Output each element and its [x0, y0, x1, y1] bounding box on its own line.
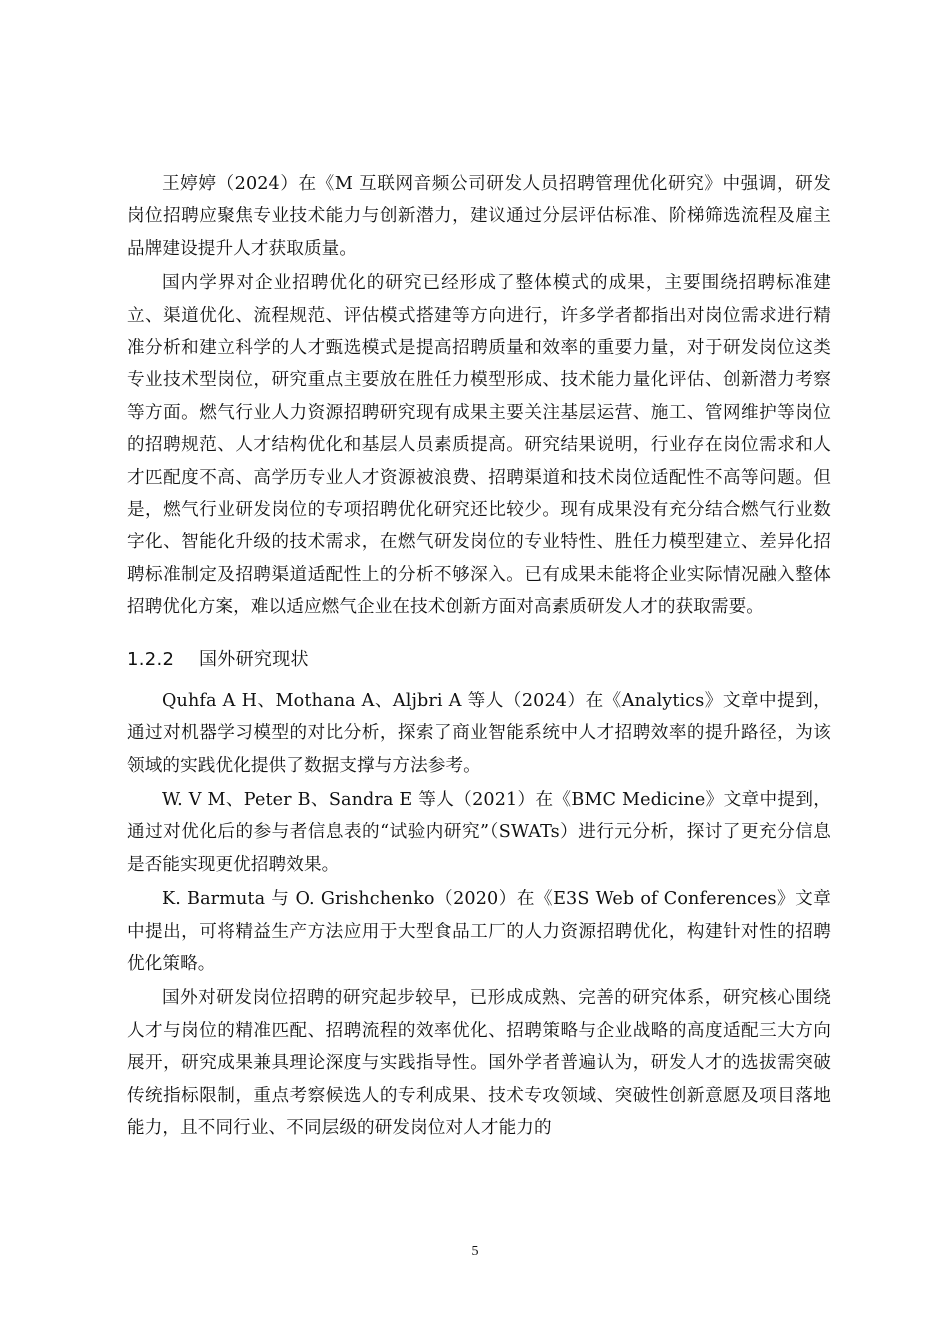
page-number: 5: [471, 1244, 479, 1259]
paragraph-bmc-medicine: W. V M、Peter B、Sandra E 等人（2021）在《BMC Medicine》文章中提到，通过对优化后的参与者信息表的“试验内研究”（SWATs）进行元分析，探讨了更充分信息是否能实现更优招聘效果。: [127, 789, 831, 875]
paragraph-quhfa: Quhfa A H、Mothana A、Aljbri A 等人（2024）在《Analytics》文章中提到，通过对机器学习模型的对比分析，探索了商业智能系统中人才招聘效率的提升路径，为该领域的实践优化提供了数据支撑与方法参考。: [127, 690, 831, 776]
section-number: 1.2.2: [127, 648, 175, 670]
paragraph-foreign-research-summary: 国外对研发岗位招聘的研究起步较早，已形成成熟、完善的研究体系，研究核心围绕人才与岗位的精准匹配、招聘流程的效率优化、招聘策略与企业战略的高度适配三大方向展开，研究成果兼具理论深度与实践指导性。国外学者普遍认为，研发人才的选拔需突破传统指标限制，重点考察候选人的专利成果、技术专攻领域、突破性创新意愿及项目落地能力，且不同行业、不同层级的研发岗位对人才能力的: [127, 988, 831, 1138]
paragraph-wang-tingting: 王婷婷（2024）在《M 互联网音频公司研发人员招聘管理优化研究》中强调，研发岗位招聘应聚焦专业技术能力与创新潜力，建议通过分层评估标准、阶梯筛选流程及雇主品牌建设提升人才获取质量。: [127, 174, 831, 259]
section-heading: [127, 645, 831, 675]
section-title: 国外研究现状: [199, 648, 309, 670]
paragraph-barmuta: K. Barmuta 与 O. Grishchenko（2020）在《E3S Web of Conferences》文章中提出，可将精益生产方法应用于大型食品工厂的人力资源招聘优化，构建针对性的招聘优化策略。: [127, 889, 831, 974]
paragraph-domestic-research-summary: 国内学界对企业招聘优化的研究已经形成了整体模式的成果，主要围绕招聘标准建立、渠道优化、流程规范、评估模式搭建等方向进行，许多学者都指出对岗位需求进行精准分析和建立科学的人才甄选模式是提高招聘质量和效率的重要力量，对于研发岗位这类专业技术型岗位，研究重点主要放在胜任力模型形成、技术能力量化评估、创新潜力考察等方面。燃气行业人力资源招聘研究现有成果主要关注基层运营、施工、管网维护等岗位的招聘规范、人才结构优化和基层人员素质提高。研究结果说明，行业存在岗位需求和人才匹配度不高、高学历专业人才资源被浪费、招聘渠道和技术岗位适配性不高等问题。但是，燃气行业研发岗位的专项招聘优化研究还比较少。现有成果没有充分结合燃气行业数字化、智能化升级的技术需求，在燃气研发岗位的专业特性、胜任力模型建立、差异化招聘标准制定及招聘渠道适配性上的分析不够深入。已有成果未能将企业实际情况融入整体招聘优化方案，难以适应燃气企业在技术创新方面对高素质研发人才的获取需要。: [127, 273, 831, 618]
page-body: [127, 168, 831, 1144]
